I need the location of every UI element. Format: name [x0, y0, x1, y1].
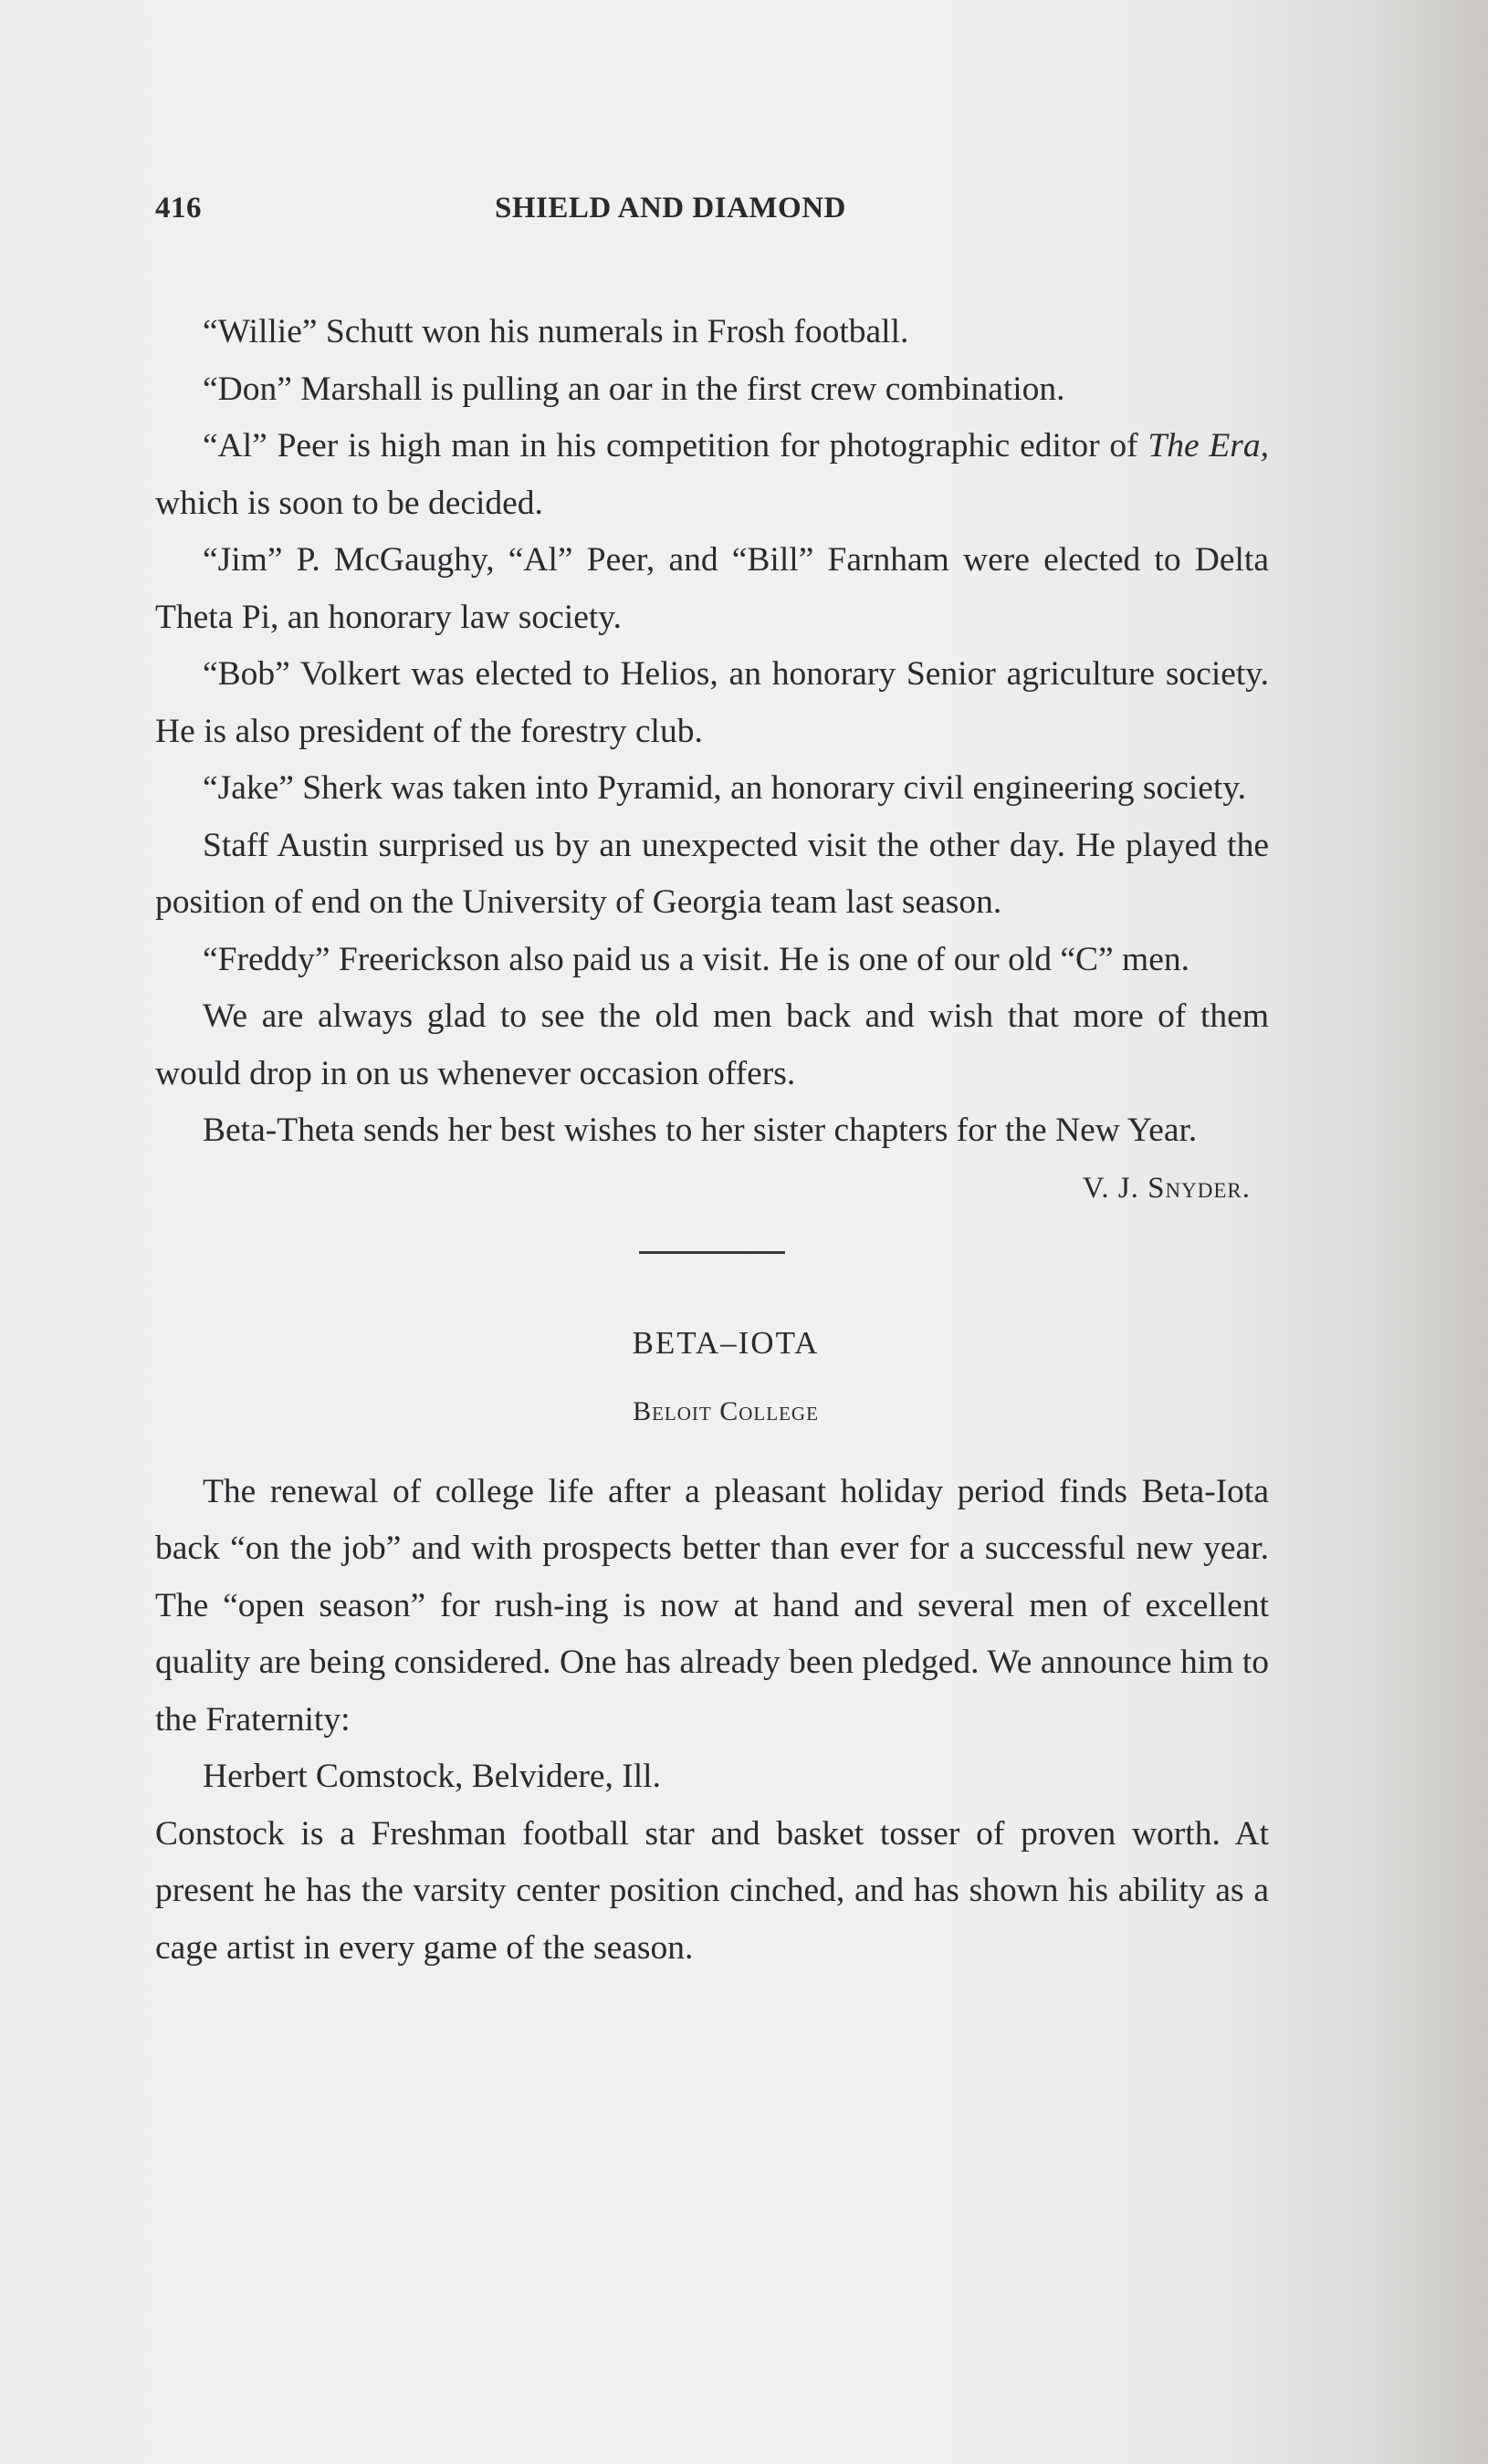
running-head [155, 192, 1256, 237]
paragraph: “Jim” P. McGaughy, “Al” Peer, and “Bill” Farnham were elected to Delta Theta Pi, an honorary law society. [155, 541, 1269, 636]
paragraph-text: which is soon to be decided. [155, 484, 543, 522]
paragraph: Constock is a Freshman football star and basket tosser of proven worth. At present he has the varsity center position cinched, and has shown his ability as a cage artist in every game of the season. [155, 1814, 1269, 1967]
paragraph: Staff Austin surprised us by an unexpected visit the other day. He played the position of end on the University of Georgia team last season. [155, 826, 1269, 921]
paragraph: “Freddy” Freerickson also paid us a visit. He is one of our old “C” men. [203, 940, 1189, 978]
paragraph: “Willie” Schutt won his numerals in Frosh football. [203, 313, 909, 350]
paragraph: “Bob” Volkert was elected to Helios, an honorary Senior agriculture society. He is also president of the forestry club. [155, 655, 1269, 750]
chapter-heading: BETA–IOTA [632, 1324, 820, 1361]
paragraph: “Jake” Sherk was taken into Pyramid, an honorary civil engineering society. [203, 769, 1247, 807]
paragraph [155, 418, 1269, 532]
paragraph: Beta-Theta sends her best wishes to her sister chapters for the New Year. [203, 1112, 1198, 1149]
text-block [155, 304, 1269, 1977]
journal-title: SHIELD AND DIAMOND [495, 192, 846, 224]
paragraph: “Don” Marshall is pulling an oar in the first crew combination. [203, 370, 1065, 408]
paragraph: We are always glad to see the old men back and wish that more of them would drop in on us whenever occasion offers. [155, 997, 1269, 1092]
section-divider [639, 1251, 785, 1254]
page-number: 416 [155, 192, 202, 224]
college-subheading: Beloit College [633, 1395, 819, 1426]
author-signature: V. J. Snyder. [1082, 1171, 1251, 1205]
paragraph: The renewal of college life after a pleasant holiday period finds Beta-Iota back “on the job” and with prospects better than ever for a successful new year. The “open season” for rush-ing is now at hand and several men of excellent quality are being considered. One has already been pledged. We announce him to the Fraternity: [155, 1472, 1269, 1738]
publication-title: The Era, [1147, 427, 1269, 465]
paragraph-text: “Al” Peer is high man in his competition for photographic editor of [203, 427, 1148, 465]
pledge-name: Herbert Comstock, Belvidere, Ill. [203, 1758, 661, 1795]
